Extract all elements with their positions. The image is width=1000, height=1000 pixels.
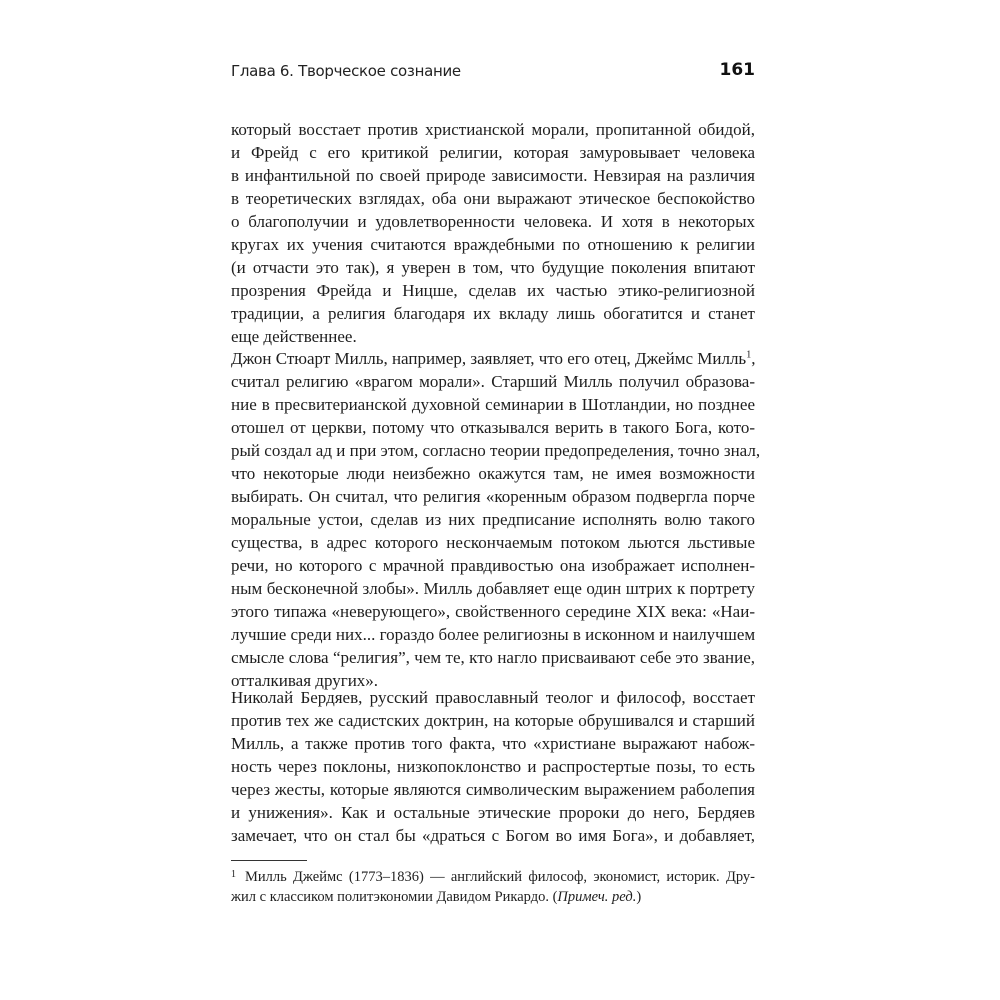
text-line: через жесты, которые являются символическим выражением раболепия	[231, 780, 755, 799]
text-line: еще действеннее.	[231, 327, 357, 346]
footnote	[231, 867, 755, 907]
text-line: о благополучии и удовлетворенности человека. И хотя в некоторых	[231, 212, 755, 231]
footnote-line	[231, 867, 755, 887]
running-head	[231, 60, 755, 84]
editor-note: Примеч. ред.	[557, 889, 637, 905]
text-line: отошел от церкви, потому что отказывался верить в такого Бога, кото-	[231, 418, 755, 437]
text-line: существа, в адрес которого нескончаемым потоком льются льстивые	[231, 533, 755, 552]
text-line-end: ,	[751, 349, 756, 368]
footnote-text-start: Милль Джеймс (1773–1836) — английский философ, экономист, историк. Дру-	[245, 869, 755, 885]
text-line: отталкивая других».	[231, 671, 379, 690]
paragraph-3	[231, 686, 755, 847]
footnote-text-end: )	[636, 889, 642, 905]
footnote-line	[231, 887, 755, 907]
text-line-start: Джон Стюарт Милль, например, заявляет, что его отец, Джеймс Милль	[231, 349, 747, 368]
text-line-with-footnote-ref	[231, 347, 755, 370]
text-line: считал религию «врагом морали». Старший Милль получил образова-	[231, 372, 755, 391]
text-line: этого типажа «неверующего», свойственного середине XIX века: «Наи-	[231, 602, 755, 621]
text-line: (и отчасти это так), я уверен в том, что будущие поколения впитают	[231, 258, 755, 277]
text-line: речи, но которого с мрачной правдивостью она изображает исполнен-	[231, 556, 755, 575]
chapter-title: Глава 6. Творческое сознание	[231, 62, 461, 80]
text-line: что некоторые люди неизбежно окажутся там, не имея возможности	[231, 464, 755, 483]
text-line: кругах их учения считаются враждебными по отношению к религии	[231, 235, 755, 254]
text-line: ным бесконечной злобы». Милль добавляет еще один штрих к портрету	[231, 579, 755, 598]
text-line: традиции, а религия благодаря их вкладу лишь обогатится и станет	[231, 304, 755, 323]
footnote-divider	[231, 860, 307, 861]
footnote-marker: 1	[231, 869, 236, 880]
text-line: прозрения Фрейда и Ницше, сделав их частью этико-религиозной	[231, 281, 755, 300]
text-line: и унижения». Как и остальные этические пророки до него, Бердяев	[231, 803, 755, 822]
text-line: который восстает против христианской морали, пропитанной обидой,	[231, 120, 755, 139]
text-line: замечает, что он стал бы «драться с Богом во имя Бога», и добавляет,	[231, 826, 755, 845]
text-line: Николай Бердяев, русский православный теолог и философ, восстает	[231, 688, 755, 707]
text-line: и Фрейд с его критикой религии, которая замуровывает человека	[231, 143, 755, 162]
text-line: лучшие среди них... гораздо более религиозны в исконном и наилучшем	[231, 625, 756, 644]
footnote-text: жил с классиком политэкономии Давидом Рикардо. (	[231, 889, 558, 905]
page-number: 161	[719, 60, 755, 80]
paragraph-1	[231, 118, 755, 348]
text-line: ние в пресвитерианской духовной семинарии в Шотландии, но позднее	[231, 395, 755, 414]
text-line: выбирать. Он считал, что религия «коренным образом подвергла порче	[231, 487, 755, 506]
text-line: смысле слова “религия”, чем те, кто нагло присваивают себе это звание,	[231, 648, 755, 667]
text-line: Милль, а также против того факта, что «христиане выражают набож-	[231, 734, 755, 753]
footnote-reference[interactable]: 1	[746, 349, 752, 361]
text-line: в инфантильной по своей природе зависимости. Невзирая на различия	[231, 166, 755, 185]
paragraph-2	[231, 347, 761, 692]
text-line: рый создал ад и при этом, согласно теории предопределения, точно знал,	[231, 441, 761, 460]
text-line: в теоретических взглядах, оба они выражают этическое беспокойство	[231, 189, 755, 208]
text-line: ность через поклоны, низкопоклонство и распростертые позы, то есть	[231, 757, 755, 776]
text-line: против тех же садистских доктрин, на которые обрушивался и старший	[231, 711, 755, 730]
text-line: моральные устои, сделав из них предписание исполнять волю такого	[231, 510, 755, 529]
